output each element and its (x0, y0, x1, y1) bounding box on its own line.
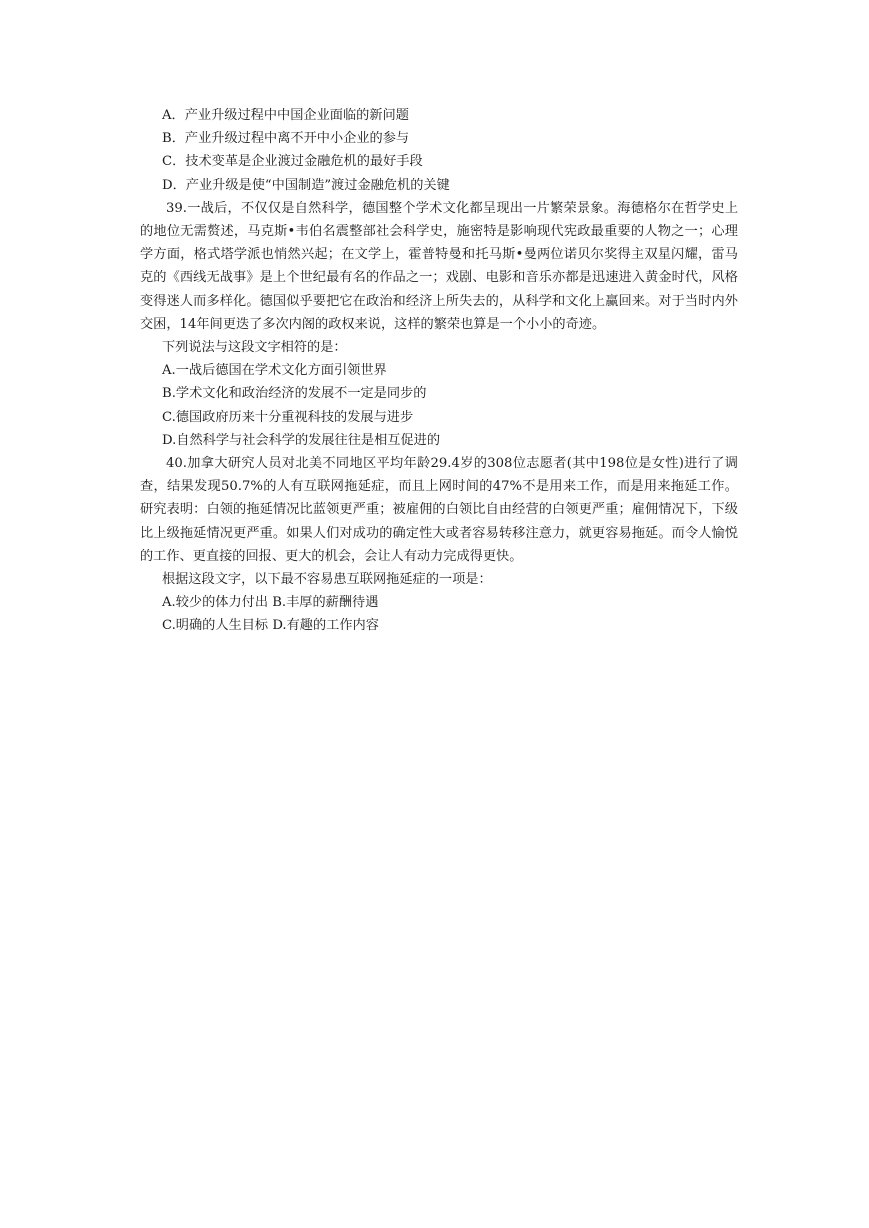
q40-options-ab: A.较少的体力付出 B.丰厚的薪酬待遇 (162, 595, 379, 611)
q38-option-b: B．产业升级过程中离不开中小企业的参与 (162, 131, 410, 147)
q39-option-c: C.德国政府历来十分重视科技的发展与进步 (162, 409, 414, 425)
q38-option-c: C．技术变革是企业渡过金融危机的最好手段 (162, 154, 423, 170)
q39-passage: 39.一战后，不仅仅是自然科学，德国整个学术文化都呈现出一片繁荣景象。海德格尔在哲学史上的地位无需赘述，马克斯•韦伯名震整部社会科学史，施密特是影响现代宪政最重要的人物之一；心理学方面，格式塔学派也悄然兴起；在文学上，霍普特曼和托马斯•曼两位诺贝尔奖得主双星闪耀，雷马克的《西线无战事》是上个世纪最有名的作品之一；戏剧、电影和音乐亦都是迅速进入黄金时代，风格变得迷人而多样化。德国似乎要把它在政治和经济上所失去的，从科学和文化上赢回来。对于当时内外交困，14年间更迭了多次内阁的政权来说，这样的繁荣也算是一个小小的奇迹。 (140, 200, 738, 332)
q38-option-a: A．产业升级过程中中国企业面临的新问题 (162, 108, 409, 123)
q39-option-a: A.一战后德国在学术文化方面引领世界 (162, 363, 387, 379)
q39-option-b: B.学术文化和政治经济的发展不一定是同步的 (162, 386, 427, 402)
document-body (140, 104, 738, 638)
q40-passage: 40.加拿大研究人员对北美不同地区平均年龄29.4岁的308位志愿者(其中198位是女性)进行了调查，结果发现50.7%的人有互联网拖延症，而且上网时间的47%不是用来工作，而是用来拖延工作。研究表明：白领的拖延情况比蓝领更严重；被雇佣的白领比自由经营的白领更严重；雇佣情况下，下级比上级拖延情况更严重。如果人们对成功的确定性大或者容易转移注意力，就更容易拖延。而令人愉悦的工作、更直接的回报、更大的机会，会让人有动力完成得更快。 (140, 456, 738, 564)
q40-question: 根据这段文字，以下最不容易患互联网拖延症的一项是： (162, 572, 492, 588)
q40-options-cd: C.明确的人生目标 D.有趣的工作内容 (162, 618, 379, 634)
q39-question: 下列说法与这段文字相符的是： (162, 340, 347, 356)
q39-option-d: D.自然科学与社会科学的发展往往是相互促进的 (162, 432, 441, 448)
q38-option-d: D．产业升级是使“中国制造”渡过金融危机的关键 (162, 177, 450, 193)
